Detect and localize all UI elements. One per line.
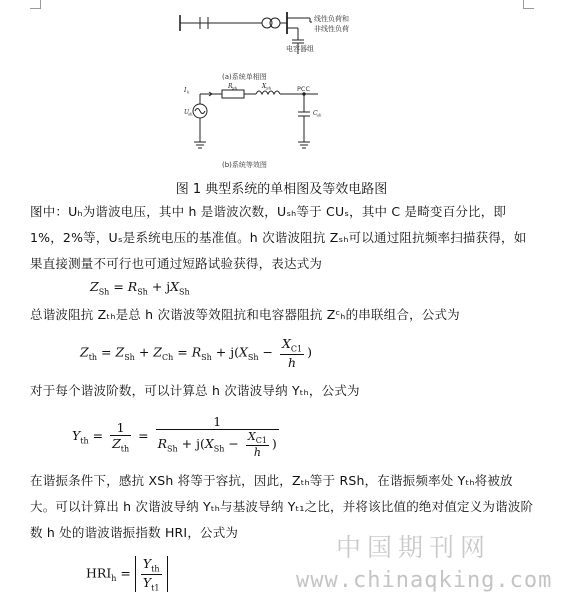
svg-text:Sh: Sh <box>232 85 238 91</box>
svg-text:R: R <box>228 83 233 90</box>
pcc-node-label: PCC <box>297 85 310 93</box>
svg-text:sh: sh <box>188 111 193 117</box>
equivalent-circuit-diagram <box>170 82 370 160</box>
paragraph-resonance: 在谐振条件下，感抗 XSh 将等于容抗，因此，Zₜₕ等于 RSh，在谐振频率处 Yₜₕ将被放大。可以计算出 h 次谐波导纳 Yₜₕ与基波导纳 Yₜ₁之比，并将该比值的绝对值定义为谐波阶数 h 处的谐波谐振指数 HRI，公式为 <box>30 473 534 540</box>
load-label-nonlinear: 非线性负荷 <box>314 25 349 33</box>
svg-text:X: X <box>262 83 267 90</box>
caption-b: (b)系统等效图 <box>222 161 267 169</box>
svg-text:h: h <box>187 89 190 95</box>
equation-admittance: $Y_{th}$ = $\frac{1}{Z_{th}}$ = 1 $R_{Sh} + j(X_{Sh}$ − $\frac{X_{C1}}{h}$ ) <box>72 414 277 460</box>
watermark-url: www.chinaqking.com <box>296 568 553 593</box>
equation-hri: $HRI_h$ = $\frac{Y_{th}}{Y_{t1}}$ <box>86 556 168 592</box>
svg-text:sh: sh <box>317 112 322 118</box>
capacitor-bank-label: 电容器组 <box>286 45 314 53</box>
svg-text:I: I <box>184 87 187 94</box>
single-line-diagram <box>170 6 400 76</box>
equation-total-impedance: $Z_{th} = Z_{Sh} + Z_{Ch} = R_{Sh} + j(X_{Sh}$ − $\frac{X_{C1}}{h}$ ) <box>80 336 312 370</box>
paragraph-harmonic-voltage: 图中：Uₕ为谐波电压，其中 h 是谐波次数，Uₛₕ等于 CUₛ，其中 C 是畸变百分比，即 1%，2%等，Uₛ是系统电压的基准值。h 次谐波阻抗 Zₛₕ可以通过阻抗频率扫描获得，如果直接测量不可行也可通过短路试验获得，表达式为 <box>30 204 527 271</box>
figure-title: 图 1 典型系统的单相图及等效电路图 <box>175 182 388 197</box>
equation-harmonic-impedance: $Z_{Sh} = R_{Sh} + jX_{Sh}$ <box>90 279 190 297</box>
watermark-chinese: 中国期刊网 <box>336 533 492 562</box>
caption-a: (a)系统单相图 <box>222 73 267 81</box>
page-corner-mark <box>30 0 41 9</box>
svg-text:U: U <box>184 109 190 116</box>
svg-text:C: C <box>313 110 318 117</box>
svg-text:Sh: Sh <box>266 85 272 91</box>
paragraph-total-impedance: 总谐波阻抗 Zₜₕ是总 h 次谐波等效阻抗和电容器阻抗 Zᶜₕ的串联组合，公式为 <box>30 307 460 322</box>
paragraph-admittance: 对于每个谐波阶数，可以计算总 h 次谐波导纳 Yₜₕ，公式为 <box>30 383 360 398</box>
load-label-linear: 线性负荷和 <box>314 15 349 23</box>
page-corner-mark <box>523 0 534 9</box>
